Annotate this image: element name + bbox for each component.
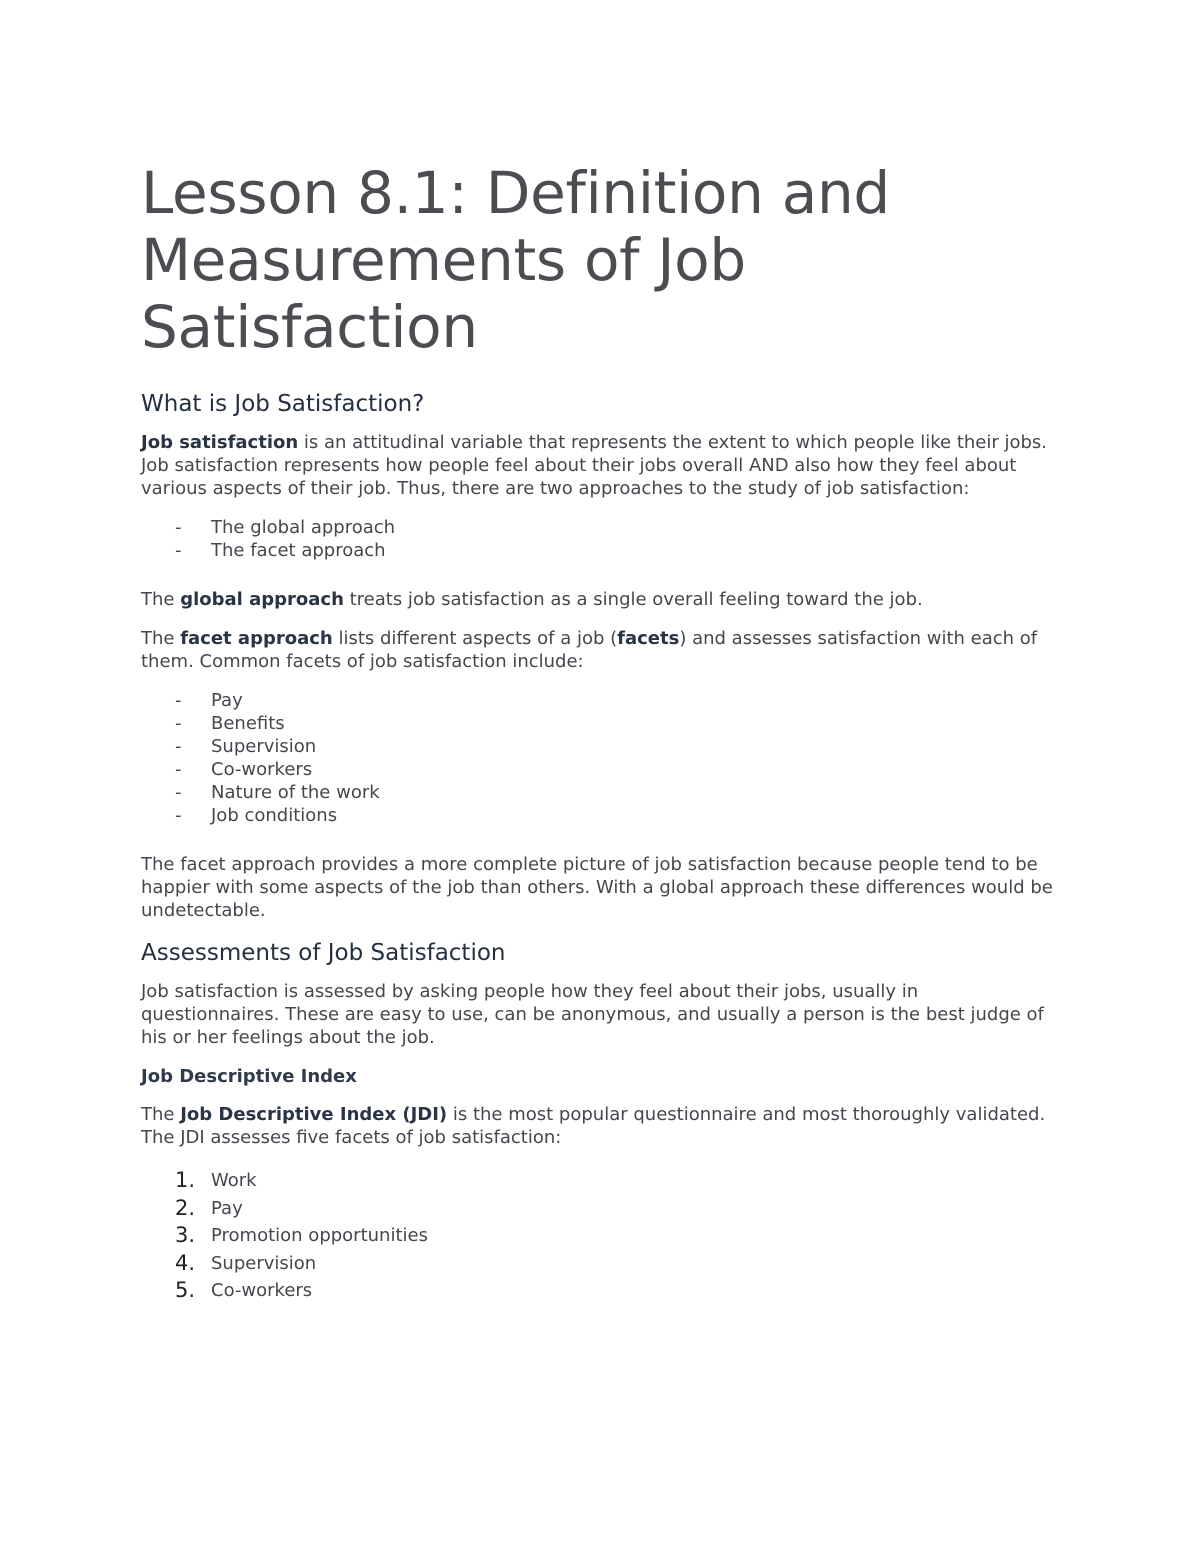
facet-bold-term: facet approach (180, 628, 333, 649)
intro-paragraph (141, 431, 1056, 500)
list-number: 3. (175, 1223, 196, 1247)
facet-mid: lists different aspects of a job ( (332, 628, 618, 649)
list-number: 5. (175, 1278, 196, 1302)
list-label: Work (211, 1170, 257, 1191)
facet-approach-paragraph (141, 627, 1056, 673)
list-label: Co-workers (211, 1280, 313, 1301)
global-text: treats job satisfaction as a single overall feeling toward the job. (343, 589, 923, 610)
jdi-text: is the most popular questionnaire and most thoroughly validated. The JDI assesses five facets of job satisfaction: (141, 1104, 1046, 1148)
list-item: - Pay (141, 689, 1056, 712)
subheading-jdi: Job Descriptive Index (141, 1066, 357, 1087)
section-heading-assessments: Assessments of Job Satisfaction (141, 940, 506, 966)
jdi-facets-list (141, 1167, 1056, 1305)
intro-text: is an attitudinal variable that represents the extent to which people like their jobs. Job satisfaction represents how people feel about their jobs overall AND also how they feel about various aspects of their job. Thus, there are two approaches to the study of job satisfaction: (141, 432, 1048, 499)
list-item (141, 1277, 1056, 1305)
facet-pre: The (141, 628, 181, 649)
global-pre: The (141, 589, 181, 610)
list-number: 2. (175, 1195, 196, 1220)
global-bold-term: global approach (180, 589, 344, 610)
jdi-bold-term: Job Descriptive Index (JDI) (180, 1104, 448, 1125)
document-page (141, 160, 1056, 1305)
global-approach-paragraph (141, 588, 1056, 611)
jdi-pre: The (141, 1104, 181, 1125)
list-item: - Nature of the work (141, 781, 1056, 804)
intro-bold-term: Job satisfaction (141, 432, 299, 453)
list-item (141, 1195, 1056, 1223)
list-item: - The global approach (141, 516, 1056, 539)
approaches-list (141, 516, 1056, 562)
section-heading-what-is: What is Job Satisfaction? (141, 391, 425, 417)
facet-text: ) and assesses satisfaction with each of them. Common facets of job satisfaction include: (141, 628, 1038, 672)
list-item (141, 1222, 1056, 1250)
list-item (141, 1250, 1056, 1278)
page-title: Lesson 8.1: Definition and Measurements of Job Satisfaction (141, 159, 890, 361)
facets-bold-term: facets (617, 628, 680, 649)
assessment-intro-paragraph: Job satisfaction is assessed by asking people how they feel about their jobs, usually in questionnaires. These are easy to use, can be anonymous, and usually a person is the best judge of his or her feelings about the job. (141, 981, 1044, 1048)
list-item: - Job conditions (141, 804, 1056, 827)
list-number: 1. (175, 1168, 196, 1192)
jdi-paragraph (141, 1103, 1056, 1149)
list-item: - Benefits (141, 712, 1056, 735)
list-label: Promotion opportunities (211, 1225, 428, 1246)
list-label: Pay (211, 1197, 243, 1219)
closing-paragraph: The facet approach provides a more complete picture of job satisfaction because people tend to be happier with some aspects of the job than others. With a global approach these differences would be undetectable. (141, 854, 1053, 921)
list-label: Supervision (211, 1252, 317, 1274)
facets-list (141, 689, 1056, 827)
list-item: - Supervision (141, 735, 1056, 758)
list-item: - The facet approach (141, 539, 1056, 562)
list-item (141, 1167, 1056, 1195)
list-number: 4. (175, 1250, 196, 1275)
list-item: - Co-workers (141, 758, 1056, 781)
